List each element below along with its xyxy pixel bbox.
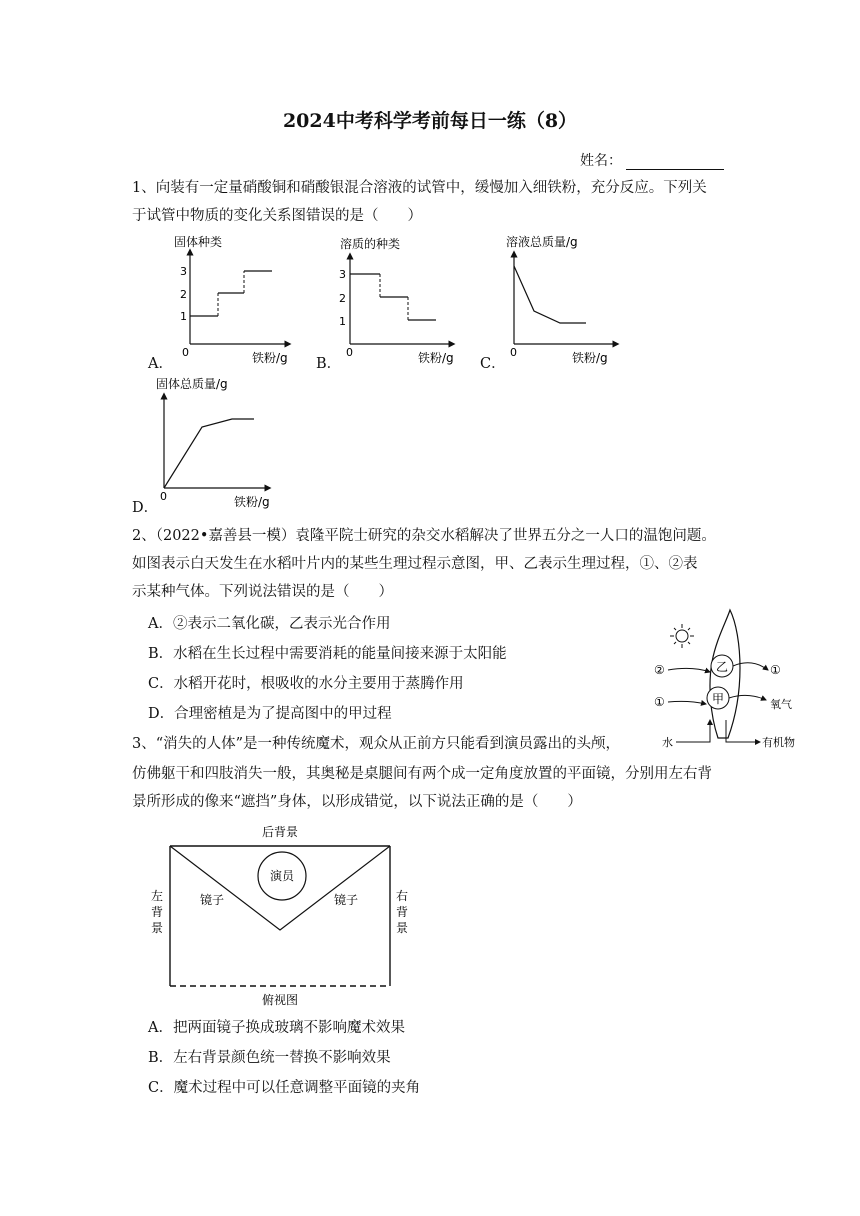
q1-option-c-label[interactable]: C．: [480, 356, 506, 372]
q3-line1: 3、“消失的人体”是一种传统魔术，观众从正前方只能看到演员露出的头颅，: [132, 736, 621, 752]
graph-c: [498, 232, 628, 372]
process-yi-label: 乙: [716, 660, 729, 674]
right-background-1: 右: [396, 889, 409, 903]
gas-2-left: ②: [654, 663, 665, 677]
graph-d: [148, 374, 278, 514]
q3-option-a[interactable]: A．把两面镜子换成玻璃不影响魔术效果: [148, 1020, 405, 1036]
graph-a: [168, 232, 298, 372]
sun-icon: [670, 624, 694, 648]
back-background-label: 后背景: [262, 825, 299, 839]
graph-b-xlabel: 铁粉/g: [418, 351, 454, 365]
name-field[interactable]: [580, 150, 724, 170]
graph-b-origin: 0: [346, 346, 353, 359]
gas-1-left: ①: [654, 695, 665, 709]
gas-1-right: ①: [770, 663, 781, 677]
q3-option-b[interactable]: B．左右背景颜色统一替换不影响效果: [148, 1050, 391, 1066]
graph-a-xlabel: 铁粉/g: [252, 351, 288, 365]
graph-d-ylabel: 固体总质量/g: [156, 377, 228, 391]
q2-line3: 示某种气体。下列说法错误的是（ ）: [132, 584, 393, 600]
left-background-3: 景: [151, 921, 164, 935]
page-title: 2024中考科学考前每日一练（8）: [282, 110, 578, 132]
performer-label: 演员: [270, 869, 295, 883]
graph-d-xlabel: 铁粉/g: [234, 495, 270, 509]
q2-option-d[interactable]: D．合理密植是为了提高图中的甲过程: [148, 706, 392, 722]
graph-b-tick-2: 2: [339, 292, 346, 305]
mirror-diagram: [146, 820, 416, 1010]
graph-d-origin: 0: [160, 490, 167, 503]
q2-option-b[interactable]: B．水稻在生长过程中需要消耗的能量间接来源于太阳能: [148, 646, 507, 662]
graph-a-tick-3: 3: [180, 265, 187, 278]
q1-line1: 1、向装有一定量硝酸铜和硝酸银混合溶液的试管中，缓慢加入细铁粉，充分反应。下列关: [132, 180, 707, 196]
q1-option-d-label[interactable]: D．: [132, 500, 159, 516]
organic-label: 有机物: [762, 736, 795, 749]
q2-line1: 2、（2022•嘉善县一模）袁隆平院士研究的杂交水稻解决了世界五分之一人口的温饱问题。: [132, 528, 716, 544]
graph-b-ylabel: 溶质的种类: [340, 237, 401, 251]
mirror-left-label: 镜子: [200, 893, 225, 907]
left-background-1: 左: [151, 889, 164, 903]
graph-c-ylabel: 溶液总质量/g: [506, 235, 578, 249]
graph-a-tick-2: 2: [180, 288, 187, 301]
name-label: 姓名：: [580, 153, 622, 169]
left-background-2: 背: [151, 905, 164, 919]
q2-option-c[interactable]: C．水稻开花时，根吸收的水分主要用于蒸腾作用: [148, 676, 464, 692]
q2-line2: 如图表示白天发生在水稻叶片内的某些生理过程示意图，甲、乙表示生理过程，①、②表: [132, 556, 698, 572]
oxygen-label: 氧气: [770, 698, 792, 711]
q3-option-c[interactable]: C．魔术过程中可以任意调整平面镜的夹角: [148, 1080, 421, 1096]
top-view-label: 俯视图: [262, 993, 299, 1007]
mirror-right-label: 镜子: [334, 893, 359, 907]
q1-option-a-label[interactable]: A．: [148, 356, 173, 372]
graph-b: [334, 232, 464, 372]
graph-b-tick-1: 1: [339, 315, 346, 328]
graph-b-tick-3: 3: [339, 268, 346, 281]
q1-line2: 于试管中物质的变化关系图错误的是（ ）: [132, 208, 422, 224]
leaf-diagram: [636, 604, 806, 750]
q3-line3: 景所形成的像来“遮挡”身体，以形成错觉，以下说法正确的是（ ）: [132, 794, 582, 810]
right-background-3: 景: [396, 921, 409, 935]
q1-option-b-label[interactable]: B．: [316, 356, 342, 372]
graph-a-origin: 0: [182, 346, 189, 359]
water-label: 水: [662, 736, 673, 749]
q2-option-a[interactable]: A．②表示二氧化碳，乙表示光合作用: [148, 616, 391, 632]
graph-a-tick-1: 1: [180, 310, 187, 323]
process-jia-label: 甲: [712, 692, 725, 706]
q3-line2: 仿佛躯干和四肢消失一般，其奥秘是桌腿间有两个成一定角度放置的平面镜，分别用左右背: [132, 766, 712, 782]
mirrors: [170, 846, 390, 930]
graph-c-xlabel: 铁粉/g: [572, 351, 608, 365]
name-blank[interactable]: [626, 155, 724, 170]
graph-a-ylabel: 固体种类: [174, 235, 223, 249]
graph-c-origin: 0: [510, 346, 517, 359]
right-background-2: 背: [396, 905, 409, 919]
